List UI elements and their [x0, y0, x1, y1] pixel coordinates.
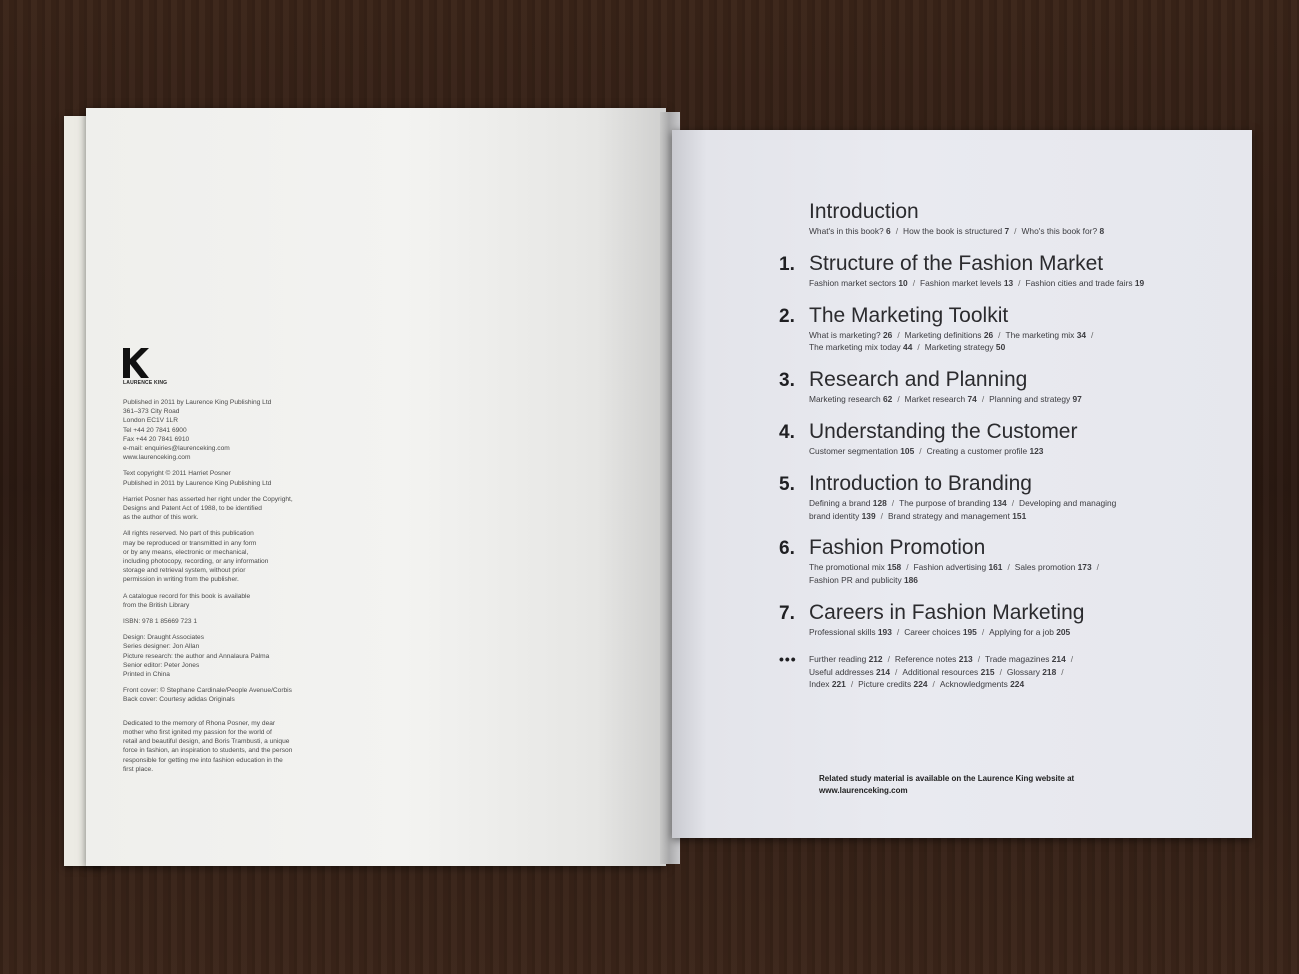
- toc-item-page: 26: [983, 329, 994, 340]
- toc-item-page: 10: [898, 277, 908, 288]
- imprint-line: e-mail: enquiries@laurenceking.com: [123, 445, 230, 453]
- website-link[interactable]: www.laurenceking.com: [819, 786, 908, 795]
- toc-item-page: 205: [1056, 626, 1071, 637]
- toc-separator: /: [895, 226, 899, 236]
- toc-item-title: Customer segmentation: [809, 445, 901, 456]
- imprint-line: as the author of this work.: [123, 514, 199, 522]
- imprint-line: London EC1V 1LR: [123, 417, 178, 425]
- toc-item-page: 214: [1051, 653, 1066, 664]
- chapter-title: Structure of the Fashion Market: [809, 251, 1104, 275]
- toc-item-title: Career choices: [904, 626, 963, 637]
- imprint-line: permission in writing from the publisher.: [123, 576, 239, 584]
- toc-subline: [809, 653, 1219, 666]
- toc-item-title: Applying for a job: [989, 626, 1057, 637]
- toc-item-title: What's in this book?: [809, 226, 887, 236]
- chapter-sections: [809, 445, 1219, 458]
- chapter-number: 6.: [779, 538, 795, 560]
- toc-item-title: Brand strategy and management: [887, 510, 1013, 521]
- toc-separator: /: [896, 626, 900, 637]
- toc-subline: [809, 393, 1219, 406]
- toc-item-page: 8: [1099, 226, 1105, 236]
- toc-item-page: 6: [886, 226, 891, 236]
- toc-item-title: Acknowledgments: [939, 679, 1011, 690]
- imprint-line: www.laurenceking.com: [123, 454, 191, 462]
- toc-item-title: Fashion market levels: [920, 277, 1004, 288]
- toc-item-page: 214: [876, 666, 891, 677]
- toc-separator: /: [981, 626, 985, 637]
- toc-item-title: The marketing mix: [1005, 329, 1077, 340]
- toc-item-page: 13: [1003, 277, 1014, 288]
- toc-item-page: 186: [903, 575, 918, 586]
- toc-item-title: Market research: [904, 394, 968, 405]
- toc-item-title: Fashion advertising: [913, 562, 989, 573]
- toc-item-page: 26: [883, 329, 893, 340]
- imprint-line: All rights reserved. No part of this publication: [123, 530, 254, 538]
- toc-item-page: 158: [887, 562, 902, 573]
- toc-item-page: 193: [877, 626, 892, 637]
- toc-item-title: The purpose of branding: [899, 497, 993, 508]
- toc-item-title: Sales promotion: [1014, 562, 1078, 573]
- imprint-line: Published in 2011 by Laurence King Publishing Ltd: [123, 479, 272, 487]
- toc-chapter-6: [779, 536, 1219, 587]
- imprint-line: Series designer: Jon Allan: [123, 643, 200, 651]
- chapter-number: 4.: [779, 421, 795, 443]
- toc-subline: [809, 329, 1219, 342]
- toc-separator: /: [895, 666, 898, 677]
- imprint-line: responsible for getting me into fashion education in the: [123, 756, 283, 764]
- chapter-sections: [809, 393, 1219, 406]
- imprint-covers: [123, 686, 323, 704]
- toc-item-page: 151: [1012, 510, 1027, 521]
- toc-separator: /: [977, 653, 981, 664]
- toc-extras: [779, 650, 1219, 691]
- toc-item-page: 173: [1077, 562, 1092, 573]
- toc-item-page: 44: [903, 342, 913, 353]
- toc-chapter-1: [779, 252, 1219, 290]
- toc-item-title: The marketing mix today: [809, 342, 904, 353]
- toc-item-page: 161: [988, 562, 1003, 573]
- chapter-sections: [809, 329, 1219, 355]
- imprint-line: Harriet Posner has asserted her right under the Copyright,: [123, 495, 293, 503]
- toc-subline: [809, 445, 1219, 458]
- imprint-line: Published in 2011 by Laurence King Publishing Ltd: [123, 399, 272, 406]
- imprint-line: Printed in China: [123, 671, 170, 679]
- toc-item-title: Fashion PR and publicity: [809, 575, 904, 586]
- toc-separator: /: [891, 497, 895, 508]
- toc-separator: /: [897, 329, 900, 340]
- toc-item-page: 74: [967, 394, 977, 405]
- toc-item-title: Further reading: [809, 653, 869, 664]
- toc-item-page: 19: [1134, 277, 1145, 288]
- chapter-sections: [809, 277, 1219, 290]
- chapter-sections: [809, 561, 1219, 587]
- toc-separator: /: [887, 653, 890, 664]
- toc-item-title: Index: [809, 679, 832, 690]
- toc-introduction: [779, 200, 1219, 238]
- imprint-line: 361–373 City Road: [123, 408, 180, 416]
- imprint-line: Senior editor: Peter Jones: [123, 661, 200, 669]
- toc-intro-items: [809, 225, 1219, 238]
- toc-item-title: How the book is structured: [903, 226, 1005, 236]
- toc-chapter-5: [779, 472, 1219, 523]
- toc-subline: [809, 277, 1219, 290]
- toc-item-page: 123: [1029, 445, 1044, 456]
- toc-separator: /: [1011, 497, 1015, 508]
- imprint-line: may be reproduced or transmitted in any form: [123, 539, 257, 547]
- toc-item-title: Defining a brand: [809, 497, 873, 508]
- toc-item-title: Glossary: [1006, 666, 1043, 677]
- toc-item-title: Who's this book for?: [1021, 226, 1100, 236]
- toc-separator: /: [1014, 226, 1017, 236]
- toc-separator: /: [1096, 562, 1099, 573]
- toc-separator: /: [999, 666, 1002, 677]
- toc-subline: [809, 341, 1219, 354]
- chapter-number: 1.: [779, 253, 795, 275]
- imprint-copyright: [123, 469, 323, 487]
- chapter-title: Introduction to Branding: [809, 471, 1032, 495]
- toc-chapter-4: [779, 420, 1219, 458]
- toc-subline: [809, 510, 1219, 523]
- toc-separator: /: [897, 394, 900, 405]
- toc-separator: /: [1091, 329, 1094, 340]
- toc-item-page: 221: [831, 679, 846, 690]
- imprint-line: Design: Draught Associates: [123, 634, 204, 642]
- table-of-contents: [779, 200, 1219, 705]
- imprint-line: retail and beautiful design, and Boris Trambusti, a unique: [123, 738, 290, 746]
- toc-item-page: 218: [1042, 666, 1057, 677]
- toc-separator: /: [917, 342, 920, 353]
- toc-separator: /: [981, 394, 985, 405]
- toc-item-page: 97: [1072, 394, 1082, 405]
- imprint-line: including photocopy, recording, or any information: [123, 558, 269, 566]
- toc-separator: /: [919, 445, 922, 456]
- toc-item-page: 128: [872, 497, 887, 508]
- imprint-line: storage and retrieval system, without prior: [123, 567, 246, 575]
- imprint-rights-reserved: [123, 529, 323, 584]
- toc-item-title: Marketing definitions: [904, 329, 984, 340]
- toc-item-title: Trade magazines: [985, 653, 1052, 664]
- chapter-title: The Marketing Toolkit: [809, 303, 1009, 327]
- imprint-line: Tel +44 20 7841 6900: [123, 426, 187, 434]
- toc-subline: [809, 666, 1219, 679]
- chapter-number: 7.: [779, 602, 795, 624]
- toc-item-title: Creating a customer profile: [926, 445, 1030, 456]
- toc-separator: /: [1061, 666, 1064, 677]
- toc-item-title: Reference notes: [894, 653, 959, 664]
- chapter-number: 5.: [779, 473, 795, 495]
- toc-separator: /: [906, 562, 909, 573]
- toc-subline: [809, 497, 1219, 510]
- toc-item-page: 7: [1004, 226, 1010, 236]
- chapter-title: Understanding the Customer: [809, 419, 1078, 443]
- laurence-king-k-icon: [123, 348, 149, 378]
- chapter-number: 2.: [779, 305, 795, 327]
- toc-item-title: Additional resources: [902, 666, 981, 677]
- toc-subline: [809, 561, 1219, 574]
- toc-item-title: What is marketing?: [809, 329, 884, 340]
- toc-separator: /: [932, 679, 935, 690]
- imprint-line: Fax +44 20 7841 6910: [123, 435, 190, 443]
- imprint-line: mother who first ignited my passion for the world of: [123, 728, 272, 736]
- toc-item-title: Marketing strategy: [924, 342, 996, 353]
- toc-chapters: [779, 252, 1219, 639]
- toc-item-title: Fashion market sectors: [809, 277, 899, 288]
- imprint-line: Back cover: Courtesy adidas Originals: [123, 696, 235, 704]
- toc-item-page: 212: [868, 653, 883, 664]
- logo-text: LAURENCE KING: [123, 380, 168, 386]
- toc-item-title: The promotional mix: [809, 562, 888, 573]
- imprint-catalogue: [123, 592, 323, 610]
- chapter-title: Fashion Promotion: [809, 536, 986, 560]
- toc-separator: /: [1007, 562, 1010, 573]
- imprint-line: A catalogue record for this book is available: [123, 592, 251, 600]
- imprint-line: Designs and Patent Act of 1988, to be identified: [123, 505, 262, 513]
- toc-separator: /: [850, 679, 854, 690]
- toc-separator: /: [998, 329, 1001, 340]
- imprint-rights-author: [123, 495, 323, 523]
- toc-item-page: 224: [1010, 679, 1025, 690]
- toc-item-title: Picture credits: [858, 679, 914, 690]
- imprint-credits: [123, 633, 323, 679]
- chapter-number: 3.: [779, 370, 795, 392]
- toc-chapter-7: [779, 601, 1219, 639]
- imprint-dedication: [123, 719, 323, 774]
- toc-item-title: Fashion cities and trade fairs: [1025, 277, 1135, 288]
- imprint-line: or by any means, electronic or mechanical,: [123, 548, 249, 556]
- toc-item-title: brand identity: [809, 510, 862, 521]
- toc-item-page: 139: [861, 510, 876, 521]
- toc-subline: [809, 225, 1219, 238]
- imprint-line: Picture research: the author and Annalaura Palma: [123, 652, 270, 660]
- imprint-line: Dedicated to the memory of Rhona Posner, my dear: [123, 719, 276, 727]
- toc-chapter-2: [779, 304, 1219, 355]
- imprint-line: Front cover: © Stephane Cardinale/People Avenue/Corbis: [123, 687, 292, 695]
- toc-subline: [809, 678, 1219, 691]
- chapter-sections: [809, 626, 1219, 639]
- study-material-text: Related study material is available on the Laurence King website at: [819, 774, 1075, 783]
- toc-item-page: 213: [958, 653, 973, 664]
- imprint-line: Text copyright © 2011 Harriet Posner: [123, 470, 231, 478]
- chapter-title: Careers in Fashion Marketing: [809, 600, 1085, 624]
- toc-item-page: 215: [980, 666, 995, 677]
- toc-item-page: 50: [995, 342, 1006, 353]
- publisher-logo: [123, 348, 168, 386]
- toc-item-page: 105: [900, 445, 915, 456]
- toc-item-title: Professional skills: [809, 626, 878, 637]
- toc-item-page: 34: [1076, 329, 1087, 340]
- toc-item-title: Marketing research: [809, 394, 884, 405]
- toc-item-page: 134: [992, 497, 1007, 508]
- toc-separator: /: [1018, 277, 1021, 288]
- toc-item-page: 62: [883, 394, 893, 405]
- toc-intro-title: Introduction: [809, 200, 919, 223]
- study-material-note: [819, 773, 1074, 797]
- imprint-line: first place.: [123, 765, 154, 773]
- chapter-sections: [809, 497, 1219, 523]
- toc-item-page: 224: [913, 679, 928, 690]
- toc-item-title: Developing and managing: [1019, 497, 1117, 508]
- toc-item-page: 195: [962, 626, 977, 637]
- toc-subline: [809, 574, 1219, 587]
- toc-separator: /: [912, 277, 916, 288]
- toc-item-title: Useful addresses: [809, 666, 877, 677]
- imprint-line: from the British Library: [123, 601, 190, 609]
- toc-extras-items: [809, 653, 1219, 691]
- imprint-line: force in fashion, an inspiration to students, and the person: [123, 747, 293, 755]
- toc-separator: /: [880, 510, 883, 521]
- toc-item-title: Planning and strategy: [989, 394, 1073, 405]
- toc-extras-marker: •••: [779, 650, 797, 667]
- toc-subline: [809, 626, 1219, 639]
- toc-chapter-3: [779, 368, 1219, 406]
- imprint-page: [123, 398, 323, 781]
- imprint-publisher: [123, 398, 323, 462]
- chapter-title: Research and Planning: [809, 368, 1028, 392]
- toc-separator: /: [1070, 653, 1074, 664]
- imprint-isbn: ISBN: 978 1 85669 723 1: [123, 618, 198, 626]
